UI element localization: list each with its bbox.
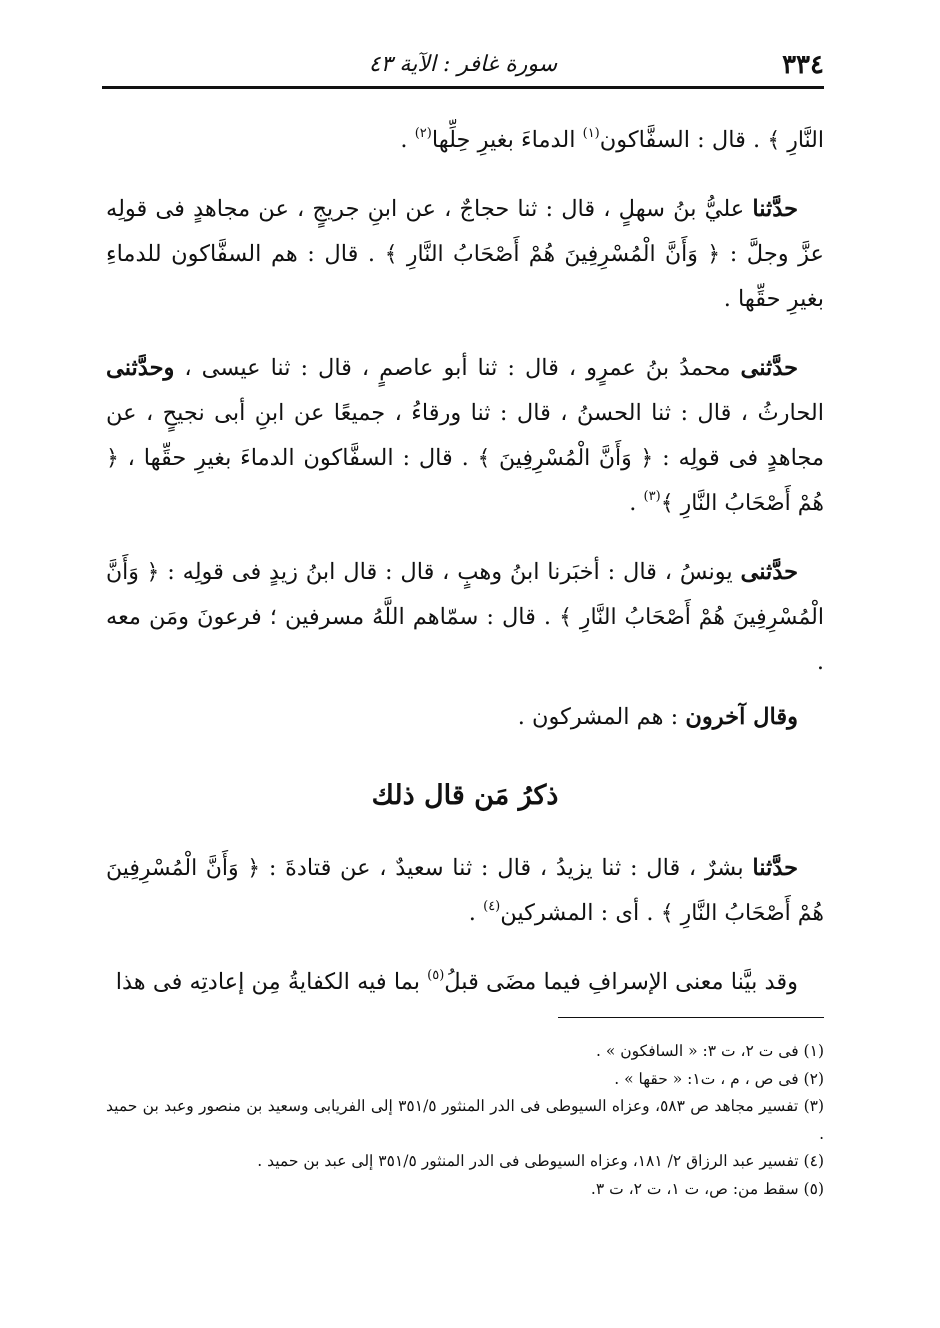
paragraph-text: الحارثُ ، قال : ثنا الحسنُ ، قال : ثنا ورقاءُ ، جميعًا عن ابنِ أبى نجيحٍ ، عن مجاهدٍ فى قولِه : xyxy=(106,400,825,471)
footnote-marker-2[interactable]: (٢) xyxy=(414,126,432,141)
footnote-2: (٢) فى ص ، م ، ت١: « حقها » . xyxy=(614,1069,824,1088)
isnad-lead: حدَّثنا xyxy=(752,196,798,222)
quran-quote-2: ﴿ هُمْ أَصْحَابُ النَّارِ ﴾ xyxy=(106,446,824,516)
footnote-marker-4[interactable]: (٤) xyxy=(483,899,501,914)
quran-quote: ﴿ وَأَنَّ الْمُسْرِفِينَ هُمْ أَصْحَابُ النَّارِ ﴾ xyxy=(106,856,824,926)
paragraph-text: : هم المشركون . xyxy=(517,704,686,730)
footnote-4: (٤) تفسير عبد الرزاق ٢/ ١٨١، وعزاه السيوطى فى الدر المنثور ٣٥١/٥ إلى عبد بن حميد . xyxy=(257,1152,824,1170)
footnote-3: (٣) تفسير مجاهد ص ٥٨٣، وعزاه السيوطى فى الدر المنثور ٣٥١/٥ إلى الفريابى وسعيد بن منصور وعبد بن حميد . xyxy=(106,1097,825,1143)
footnote-marker-3[interactable]: (٣) xyxy=(643,489,661,504)
isnad-lead: حدَّثنا xyxy=(752,855,798,881)
paragraph-text: . xyxy=(468,900,484,926)
isnad-lead: حدَّثنى xyxy=(740,559,798,585)
paragraph-4 xyxy=(106,550,824,685)
paragraph-text: عليُّ بنُ سهلٍ ، قال : ثنا حجاجٌ ، عن ابنِ جريجٍ ، عن مجاهدٍ فى قولِه عزَّ وجلَّ : xyxy=(106,196,824,267)
paragraph-6 xyxy=(106,846,824,936)
paragraph-text: . أى : المشركين xyxy=(500,900,661,926)
paragraph-7 xyxy=(106,960,824,1005)
quran-quote: ﴿ وَأَنَّ الْمُسْرِفِينَ ﴾ xyxy=(477,446,654,471)
paragraph-3 xyxy=(106,346,824,526)
footnote-marker-1[interactable]: (١) xyxy=(582,126,600,141)
paragraph-text: . xyxy=(400,127,415,153)
paragraph-text: وقد بيَّنا معنى الإسرافِ فيما مضَى قبلُ xyxy=(444,969,798,995)
running-title: سورة غافر : الآية ٤٣ xyxy=(368,52,558,77)
paragraph-1 xyxy=(106,118,824,163)
quran-quote: ﴿ وَأَنَّ الْمُسْرِفِينَ هُمْ أَصْحَابُ النَّارِ ﴾ xyxy=(384,242,721,267)
paragraph-text: . xyxy=(629,490,644,516)
paragraph-text: بشرٌ ، قال : ثنا يزيدُ ، قال : ثنا سعيدٌ ، عن قتادةَ : xyxy=(260,855,753,881)
main-text xyxy=(106,118,824,1029)
paragraph-text: . قال : السفَّاكون الدماءَ بغيرِ حقِّها ، xyxy=(118,445,478,471)
paragraph-5 xyxy=(106,695,824,740)
footnotes xyxy=(106,1038,824,1203)
paragraph-text: محمدُ بنُ عمرٍو ، قال : ثنا أبو عاصمٍ ، قال : ثنا عيسى ، xyxy=(174,355,741,381)
paragraph-text: . قال : هم السفَّاكون للدماءِ بغيرِ حقِّها . xyxy=(106,241,824,312)
page-number: ٣٣٤ xyxy=(782,50,824,80)
page-header xyxy=(102,48,824,89)
paragraph-text: يونسُ ، قال : أخبَرنا ابنُ وهبٍ ، قال : قال ابنُ زيدٍ فى قولِه : xyxy=(159,559,741,585)
quran-quote: النَّارِ ﴾ xyxy=(767,128,824,153)
paragraph-text: بما فيه الكفايةُ مِن إعادتِه فى هذا xyxy=(115,969,428,995)
footnote-divider xyxy=(558,1017,824,1018)
paragraph-text: الدماءَ بغيرِ حِلِّها xyxy=(431,127,583,153)
paragraph-text: . قال : السفَّاكون xyxy=(599,127,768,153)
quran-quote: ﴿ وَأَنَّ الْمُسْرِفِينَ هُمْ أَصْحَابُ النَّارِ ﴾ xyxy=(106,560,824,630)
section-heading: ذكرُ مَن قال ذلك xyxy=(371,780,559,811)
isnad-lead-2: وحدَّثنى xyxy=(106,355,175,381)
footnote-5: (٥) سقط من: ص، ت ١، ت ٢، ت ٣. xyxy=(590,1179,824,1198)
paragraph-2 xyxy=(106,187,824,322)
footnote-marker-5[interactable]: (٥) xyxy=(427,968,445,983)
isnad-lead: وقال آخرون xyxy=(685,704,798,730)
isnad-lead: حدَّثنى xyxy=(740,355,798,381)
paragraph-text: . قال : سمّاهم اللَّهُ مسرفين ؛ فرعونَ ومَن معه . xyxy=(106,604,824,675)
footnote-1: (١) فى ت ٢، ت ٣: « السافكون » . xyxy=(595,1042,824,1060)
